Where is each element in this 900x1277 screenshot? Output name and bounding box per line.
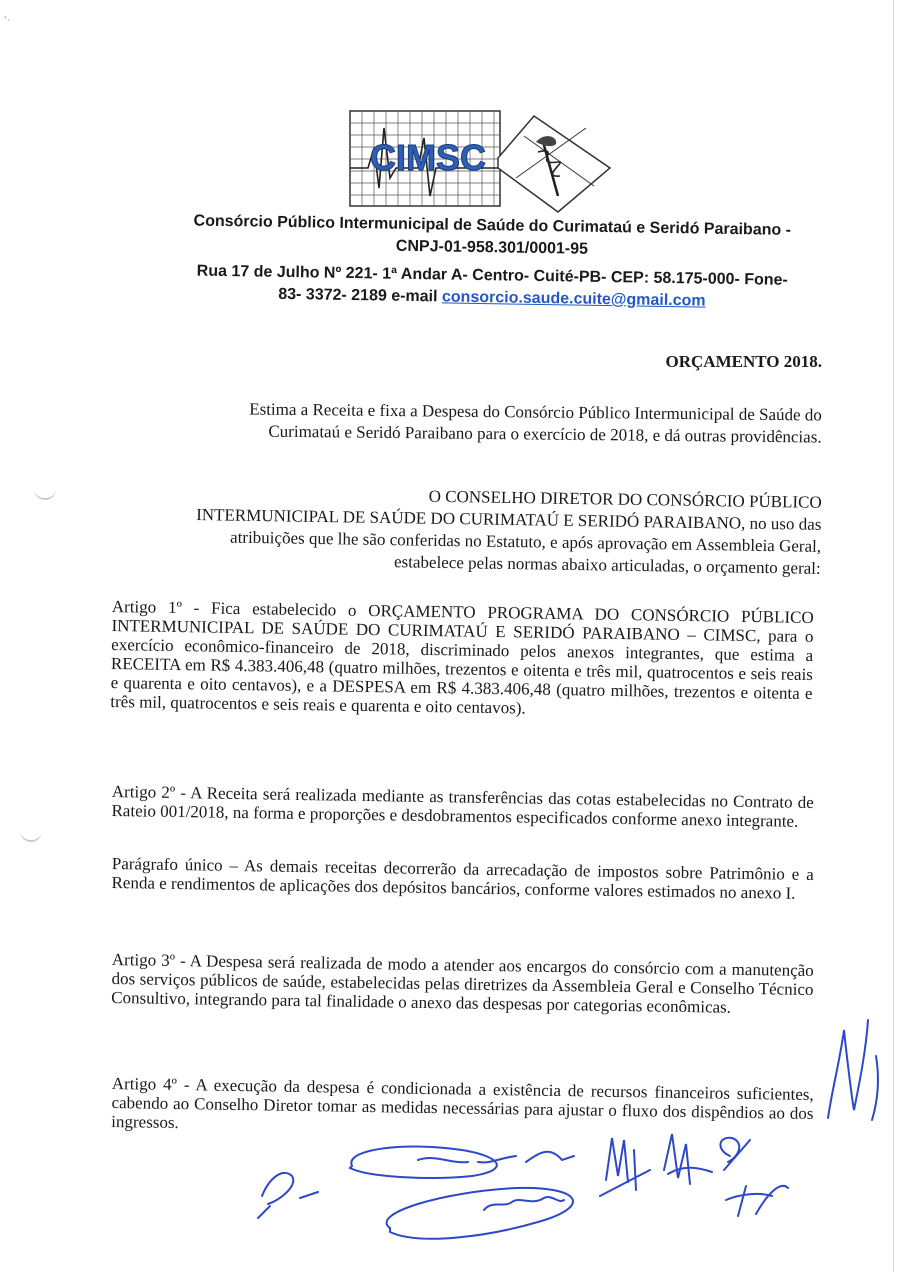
phone-text: 83- 3372- 2189 e-mail bbox=[278, 285, 438, 306]
organization-header bbox=[159, 210, 825, 264]
article-text: Artigo 3º - A Despesa será realizada de modo a atender aos encargos do consórcio com a manutenção dos serviços públicos de saúde, estabelecidas pelas diretrizes da Assembleia Geral e Conselho Técnico Consultivo, integrando para tal finalidade o anexo das despesas por categorias econômicas. bbox=[111, 950, 814, 1017]
address-line: Rua 17 de Julho Nº 221- 1ª Andar A- Centro- Cuité-PB- CEP: 58.175-000- Fone- bbox=[196, 262, 788, 289]
article-2 bbox=[111, 782, 814, 831]
signatures-area bbox=[240, 1000, 900, 1272]
council-preamble bbox=[129, 481, 822, 580]
preamble-line: O CONSELHO DIRETOR DO CONSÓRCIO PÚBLICO bbox=[428, 486, 822, 512]
signature bbox=[828, 1020, 878, 1120]
organization-name: Consórcio Público Intermunicipal de Saúde do Curimataú e Seridó Paraibano - bbox=[193, 212, 792, 239]
organization-cnpj: CNPJ-01-958.301/0001-95 bbox=[395, 237, 589, 258]
article-text: Artigo 2º - A Receita será realizada mediante as transferências das cotas estabelecidas no Contrato de Rateio 001/2018, na forma e proporções e desdobramentos especificados conforme anexo integrante. bbox=[111, 782, 814, 831]
summary-line: Estima a Receita e fixa a Despesa do Consórcio Público Intermunicipal de Saúde do bbox=[249, 399, 822, 425]
logo-text: CIMSC bbox=[370, 137, 486, 178]
signature bbox=[720, 1138, 788, 1216]
article-2-sole-paragraph bbox=[111, 854, 814, 903]
punch-hole-mark bbox=[34, 484, 56, 500]
signature bbox=[600, 1134, 712, 1196]
article-text: Parágrafo único – As demais receitas decorrerão da arrecadação de impostos sobre Patrimônio e a Renda e rendimentos de aplicações dos depósitos bancários, conforme valores estimados no anexo I. bbox=[111, 854, 814, 903]
summary-line: Curimataú e Seridó Paraibano para o exercício de 2018, e dá outras providências. bbox=[268, 421, 822, 447]
article-text: Artigo 4º - A execução da despesa é condicionada a existência de recursos financeiros suficientes, cabendo ao Conselho Diretor tomar as medidas necessárias para ajustar o fluxo dos dispêndios ao dos ingressos. bbox=[111, 1074, 814, 1133]
document-summary bbox=[200, 398, 822, 449]
article-1 bbox=[110, 597, 814, 722]
scan-mark: '· bbox=[4, 14, 12, 29]
document-title: ORÇAMENTO 2018. bbox=[665, 352, 822, 371]
signature bbox=[258, 1173, 318, 1218]
punch-hole-mark bbox=[20, 826, 42, 842]
signature bbox=[387, 1188, 573, 1239]
email-link[interactable]: consorcio.saude.cuite@gmail.com bbox=[441, 288, 706, 310]
organization-address bbox=[159, 260, 825, 314]
cimsc-logo bbox=[348, 108, 613, 214]
preamble-line: atribuições que lhe são conferidas no Estatuto, e após aprovação em Assembleia Geral, bbox=[229, 527, 822, 556]
preamble-line: estabelece pelas normas abaixo articuladas, o orçamento geral: bbox=[393, 552, 821, 578]
signature bbox=[350, 1147, 574, 1178]
preamble-line: INTERMUNICIPAL DE SAÚDE DO CURIMATAÚ E SERIDÓ PARAIBANO, no uso das bbox=[196, 505, 822, 534]
article-text: Artigo 1º - Fica estabelecido o ORÇAMENTO PROGRAMA DO CONSÓRCIO PÚBLICO INTERMUNICIPAL DE SAÚDE DO CURIMATAÚ E SERIDÓ PARAIBANO – CIMSC, para o exercício econômico-financeiro de 2018, discriminado pelos anexos integrantes, que estima a RECEITA em R$ 4.383.406,48 (quatro milhões, trezentos e oitenta e três mil, quatrocentos e seis reais e quarenta e oito centavos), e a DESPESA em R$ 4.383.406,48 (quatro milhões, trezentos e oitenta e três mil, quatrocentos e seis reais e quarenta e oito centavos). bbox=[110, 597, 814, 718]
